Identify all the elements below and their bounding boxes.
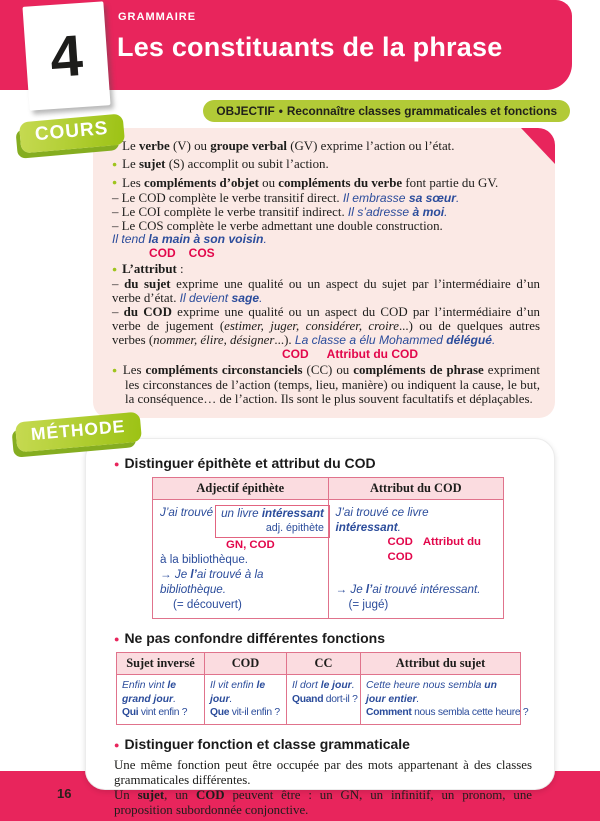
bullet-icon [114, 455, 124, 471]
table-header-cell: COD [205, 653, 287, 675]
table-cell [117, 675, 205, 725]
category-label: GRAMMAIRE [118, 11, 197, 23]
table-cell [328, 500, 504, 619]
cours-line: – Le COI complète le verbe transitif indirect. Il s’adresse à moi. [112, 204, 448, 219]
page-number: 16 [57, 786, 72, 801]
methode-box [85, 438, 555, 817]
gloss-text: (= jugé) [348, 598, 389, 611]
function-label: COD [282, 346, 309, 361]
function-labels [149, 247, 540, 260]
cours-badge-label: COURS [19, 114, 125, 154]
function-labels [282, 348, 540, 361]
table-cell [361, 675, 529, 725]
example-line: Enfin vint le grand jour. [122, 680, 176, 705]
cours-line: ● Le verbe (V) ou groupe verbal (GV) exprime l’action ou l’état. [112, 140, 540, 155]
transformation [160, 567, 321, 612]
section-heading [114, 736, 536, 752]
example-line: Cette heure nous sembla un jour entier. [366, 680, 497, 705]
section-heading-text: Ne pas confondre différentes fonctions [124, 630, 386, 646]
function-label: Attribut du COD [387, 536, 482, 563]
table-header-cell: Attribut du sujet [361, 653, 521, 675]
section-heading [114, 630, 536, 646]
transformation [336, 582, 497, 612]
example-text: J’ai trouvé [160, 506, 214, 519]
annotation-text: adj. épithète [265, 522, 324, 534]
objective-badge [203, 100, 570, 122]
example-line: Il dort le jour. [292, 680, 355, 691]
bullet-icon [114, 630, 124, 646]
unit-number-card [22, 1, 110, 110]
epithete-table [152, 477, 504, 619]
section-heading [114, 455, 536, 471]
table-cell [205, 675, 287, 725]
arrow-line: → Je l’ai trouvé à la bibliothèque. [160, 568, 264, 596]
function-label: COD [387, 536, 413, 548]
table-header-cell: Attribut du COD [328, 478, 504, 500]
methode-badge [16, 417, 141, 447]
objective-text: Reconnaître classes grammaticales et fonctions [286, 104, 557, 118]
table-cell [153, 500, 329, 619]
corner-fold-icon [521, 128, 555, 164]
example-line: J’ai trouvé ce livre intéressant. [335, 506, 429, 534]
function-label: COS [188, 245, 215, 260]
example-line: Il vit enfin le jour. [210, 680, 266, 705]
arrow-line: → Je l’ai trouvé intéressant. [335, 583, 481, 596]
cours-example: Il tend la main à son voisin. [112, 232, 267, 247]
section-heading-text: Distinguer fonction et classe grammaticale [124, 735, 410, 752]
bullet-icon [114, 736, 124, 752]
table-header-cell: Adjectif épithète [153, 478, 329, 500]
cours-badge [20, 118, 124, 149]
cours-line: ● L’attribut : [112, 263, 540, 278]
question-line: Comment nous sembla cette heure ? [366, 707, 529, 718]
cours-line: ● Le sujet (S) accomplit ou subit l’action. [112, 158, 540, 173]
question-line: Quand dort-il ? [292, 693, 358, 705]
bullet-icon [112, 157, 122, 171]
function-label: Attribut du COD [326, 346, 418, 361]
cours-line: – Le COD complète le verbe transitif direct. Il embrasse sa sœur. [112, 190, 460, 205]
example-line [160, 505, 324, 538]
gloss-text: (= découvert) [173, 598, 242, 611]
unit-number: 4 [48, 22, 85, 90]
bullet-icon [112, 262, 122, 276]
table-header-cell: Sujet inversé [117, 653, 205, 675]
bullet-icon [112, 363, 123, 377]
question-line: Que vit-il enfin ? [210, 707, 280, 718]
function-label: GN, COD [226, 539, 275, 551]
section-heading-text: Distinguer épithète et attribut du COD [124, 455, 376, 471]
table-header-cell: CC [287, 653, 361, 675]
objective-separator: • [278, 104, 283, 118]
highlighted-text: un livre intéressant [221, 507, 324, 520]
function-labels [388, 535, 497, 565]
bullet-icon [112, 176, 122, 190]
cours-line: ● Les compléments circonstanciels (CC) ou compléments de phrase expriment les circonstances de l’action (temps, lieu, manière) ou indiquent la cause, le but, la conséquence… de l’action. Ils sont le plus souvent facultatifs et déplaçables. [112, 364, 540, 407]
fonctions-table [116, 652, 529, 725]
table-cell [287, 675, 361, 725]
page-title: Les constituants de la phrase [117, 32, 503, 62]
methode-badge-label: MÉTHODE [15, 412, 142, 453]
question-line: Qui vint enfin ? [122, 707, 188, 718]
red-highlight-box [215, 505, 330, 538]
cours-line: – Le COS complète le verbe admettant une double construction. [112, 218, 443, 233]
method-paragraph: Une même fonction peut être occupée par des mots appartenant à des classes grammaticales différentes. [114, 757, 532, 787]
cours-box [93, 128, 555, 418]
example-text: à la bibliothèque. [160, 553, 249, 566]
function-label: COD [149, 245, 176, 260]
cours-line: – du sujet exprime une qualité ou un aspect du sujet par l’intermédiaire d’un verbe d’état. Il devient sage. [112, 277, 540, 306]
cours-line: – du COD exprime une qualité ou un aspect du COD par l’intermédiaire d’un verbe de jugement (estimer, juger, considérer, croire...) ou de quelques autres verbes (nommer, élire, désigner...). La classe a élu Mohammed délégué. [112, 305, 541, 347]
objective-label: OBJECTIF [216, 104, 275, 118]
method-paragraph: Un sujet, un COD peuvent être : un GN, un infinitif, un pronom, une proposition subordonnée conjonctive. [114, 787, 532, 817]
cours-line: ● Les compléments d’objet ou compléments du verbe font partie du GV. [112, 177, 540, 192]
